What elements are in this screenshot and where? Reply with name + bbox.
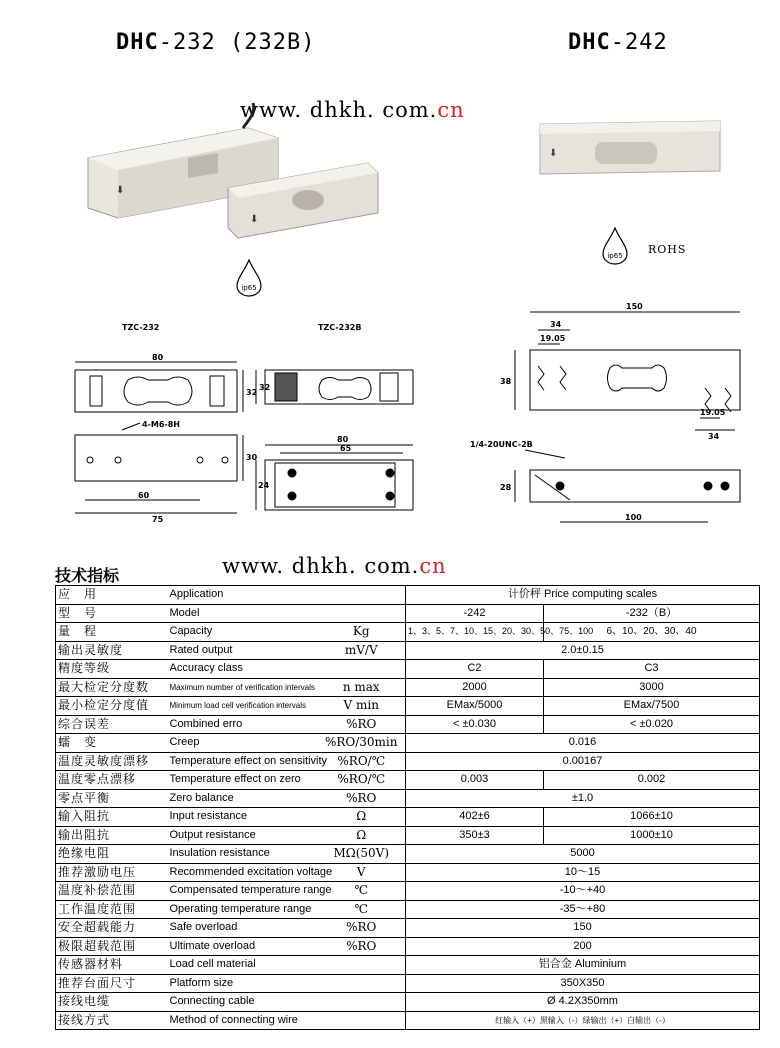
spec-cell: Input resistance	[168, 808, 318, 827]
spec-cell: 最大检定分度数	[56, 678, 168, 697]
dim-label: 32	[246, 388, 258, 397]
spec-row	[56, 808, 760, 827]
spec-cell: EMax/7500	[544, 697, 760, 716]
spec-cell: Insulation resistance	[168, 845, 318, 864]
spec-row	[56, 697, 760, 716]
spec-cell: 零点平衡	[56, 789, 168, 808]
dim-label: 1/4-20UNC-2B	[470, 440, 533, 449]
spec-cell: 350X350	[406, 974, 760, 993]
spec-row	[56, 882, 760, 901]
spec-cell: Ø 4.2X350mm	[406, 993, 760, 1012]
spec-cell: 1066±10	[544, 808, 760, 827]
spec-cell: %RO	[318, 937, 406, 956]
spec-cell: Method of connecting wire	[168, 1011, 318, 1030]
spec-cell: Accuracy class	[168, 660, 318, 679]
spec-cell: Combined erro	[168, 715, 318, 734]
spec-cell: 350±3	[406, 826, 544, 845]
spec-table	[55, 585, 760, 1030]
spec-row	[56, 1011, 760, 1030]
spec-cell: 传感器材料	[56, 956, 168, 975]
spec-cell: n max	[318, 678, 406, 697]
spec-cell: %RO	[318, 715, 406, 734]
spec-cell: 0.003	[406, 771, 544, 790]
spec-cell: 安全超载能力	[56, 919, 168, 938]
spec-cell: 0.002	[544, 771, 760, 790]
dim-label: 80	[337, 435, 349, 444]
spec-cell: Temperature effect on zero	[168, 771, 318, 790]
dim-label: 19.05	[540, 334, 566, 343]
spec-cell: Compensated temperature range	[168, 882, 318, 901]
spec-row	[56, 863, 760, 882]
spec-cell: Operating temperature range	[168, 900, 318, 919]
spec-cell: %RO/℃	[318, 752, 406, 771]
spec-cell: 402±6	[406, 808, 544, 827]
spec-row	[56, 956, 760, 975]
spec-cell: 型 号	[56, 604, 168, 623]
spec-cell: 综合误差	[56, 715, 168, 734]
spec-cell: 计价秤 Price computing scales	[406, 586, 760, 605]
dim-label: 100	[625, 513, 642, 522]
dim-label: 150	[626, 302, 643, 311]
model-title-232	[116, 30, 315, 55]
spec-cell: Temperature effect on sensitivity	[168, 752, 318, 771]
spec-row	[56, 586, 760, 605]
spec-cell: < ±0.030	[406, 715, 544, 734]
spec-cell: 温度补偿范围	[56, 882, 168, 901]
spec-cell: Capacity	[168, 623, 318, 642]
spec-cell: Minimum load cell verification intervals	[168, 697, 318, 716]
dim-label: 28	[500, 483, 512, 492]
spec-cell: Connecting cable	[168, 993, 318, 1012]
spec-cell: Safe overload	[168, 919, 318, 938]
spec-cell: ±1.0	[406, 789, 760, 808]
spec-cell: -35～+80	[406, 900, 760, 919]
spec-cell: Maximum number of verification intervals	[168, 678, 318, 697]
spec-cell: 输出灵敏度	[56, 641, 168, 660]
spec-cell: Recommended excitation voltage	[168, 863, 318, 882]
spec-cell: 6、10、20、30、40	[544, 623, 760, 642]
spec-cell: EMax/5000	[406, 697, 544, 716]
dim-label: 65	[340, 444, 352, 453]
dim-label: 32	[259, 383, 271, 392]
spec-cell: 推荐台面尺寸	[56, 974, 168, 993]
spec-row	[56, 789, 760, 808]
spec-cell: Platform size	[168, 974, 318, 993]
url-text: www. dhkh. com.	[240, 98, 438, 122]
spec-cell: 铝合金 Aluminium	[406, 956, 760, 975]
spec-cell: 10～15	[406, 863, 760, 882]
spec-cell: Model	[168, 604, 318, 623]
spec-cell: %RO/℃	[318, 771, 406, 790]
spec-row	[56, 678, 760, 697]
spec-cell: Zero balance	[168, 789, 318, 808]
spec-cell: %RO	[318, 919, 406, 938]
spec-cell: 推荐激励电压	[56, 863, 168, 882]
spec-cell: 接线方式	[56, 1011, 168, 1030]
spec-cell: 150	[406, 919, 760, 938]
spec-row	[56, 845, 760, 864]
spec-cell: < ±0.020	[544, 715, 760, 734]
spec-cell: 0.00167	[406, 752, 760, 771]
spec-row	[56, 660, 760, 679]
spec-cell: 精度等级	[56, 660, 168, 679]
spec-cell: 红输入（+）黑输入（-）绿输出（+）白输出（-）	[406, 1011, 760, 1030]
spec-cell	[318, 1011, 406, 1030]
spec-cell: 蠕 变	[56, 734, 168, 753]
spec-cell	[318, 586, 406, 605]
dim-label: 24	[258, 481, 270, 490]
spec-cell: -242	[406, 604, 544, 623]
spec-cell: V min	[318, 697, 406, 716]
dim-label: 38	[500, 377, 512, 386]
dim-label: 80	[152, 353, 164, 362]
dim-label: 75	[152, 515, 164, 524]
spec-row	[56, 641, 760, 660]
spec-row	[56, 604, 760, 623]
spec-cell: Load cell material	[168, 956, 318, 975]
ip-badge-text: ip65	[607, 252, 623, 260]
dim-label: 34	[550, 320, 562, 329]
spec-cell: 1000±10	[544, 826, 760, 845]
spec-cell	[318, 974, 406, 993]
load-cell-photo-232	[78, 118, 398, 248]
spec-cell: 0.016	[406, 734, 760, 753]
url-tld: cn	[437, 98, 465, 122]
spec-cell: C2	[406, 660, 544, 679]
spec-cell: ℃	[318, 900, 406, 919]
spec-cell	[318, 660, 406, 679]
svg-text:⬇: ⬇	[549, 148, 558, 159]
spec-cell: %RO/30min	[318, 734, 406, 753]
website-url-middle[interactable]	[222, 554, 447, 578]
spec-cell: ℃	[318, 882, 406, 901]
spec-cell: 极限超载范围	[56, 937, 168, 956]
drawing-label-tzc232b: TZC-232B	[318, 323, 362, 332]
spec-row	[56, 974, 760, 993]
spec-cell: 温度零点漂移	[56, 771, 168, 790]
spec-cell: %RO	[318, 789, 406, 808]
spec-cell: Kg	[318, 623, 406, 642]
spec-cell: 量 程	[56, 623, 168, 642]
spec-cell	[318, 956, 406, 975]
spec-cell: 绝缘电阻	[56, 845, 168, 864]
spec-cell: mV/V	[318, 641, 406, 660]
url-tld: cn	[419, 554, 447, 578]
url-text: www. dhkh. com.	[222, 554, 420, 578]
svg-text:⬇: ⬇	[116, 185, 125, 196]
spec-cell: MΩ(50V)	[318, 845, 406, 864]
spec-cell: 工作温度范围	[56, 900, 168, 919]
spec-cell: Rated output	[168, 641, 318, 660]
spec-section-title: 技术指标	[55, 566, 120, 585]
spec-row	[56, 734, 760, 753]
spec-cell: 5000	[406, 845, 760, 864]
spec-cell: 接线电缆	[56, 993, 168, 1012]
spec-cell: 1、3、5、7、10、15、20、30、50、75、100	[406, 623, 544, 642]
spec-cell: V	[318, 863, 406, 882]
spec-cell: Ω	[318, 808, 406, 827]
spec-cell: 输出阻抗	[56, 826, 168, 845]
spec-cell: Creep	[168, 734, 318, 753]
load-cell-photo-242	[535, 116, 725, 186]
model-prefix: DHC	[116, 30, 159, 55]
model-suffix: -232 (232B)	[158, 30, 316, 55]
spec-cell	[318, 993, 406, 1012]
dim-label: 19.05	[700, 408, 726, 417]
spec-row	[56, 715, 760, 734]
spec-cell: Ω	[318, 826, 406, 845]
spec-row	[56, 937, 760, 956]
ip65-badge-icon	[234, 258, 264, 298]
spec-cell: Output resistance	[168, 826, 318, 845]
spec-cell: 2000	[406, 678, 544, 697]
spec-cell: -10～+40	[406, 882, 760, 901]
model-suffix: -242	[610, 30, 668, 55]
dim-label: 34	[708, 432, 720, 441]
spec-cell: Application	[168, 586, 318, 605]
spec-cell: 2.0±0.15	[406, 641, 760, 660]
spec-row	[56, 752, 760, 771]
dim-label: 30	[246, 453, 258, 462]
spec-cell	[318, 604, 406, 623]
spec-row	[56, 826, 760, 845]
spec-cell: -232（B）	[544, 604, 760, 623]
spec-row	[56, 623, 760, 642]
ip-badge-text: ip65	[241, 284, 257, 292]
ip65-badge-icon-2	[600, 226, 630, 266]
spec-cell: Ultimate overload	[168, 937, 318, 956]
dim-label: 60	[138, 491, 150, 500]
spec-table-body	[56, 586, 760, 1030]
spec-cell: 应 用	[56, 586, 168, 605]
spec-cell: 温度灵敏度漂移	[56, 752, 168, 771]
spec-row	[56, 771, 760, 790]
spec-row	[56, 993, 760, 1012]
spec-cell: 3000	[544, 678, 760, 697]
spec-cell: C3	[544, 660, 760, 679]
spec-cell: 200	[406, 937, 760, 956]
spec-cell: 最小检定分度值	[56, 697, 168, 716]
spec-row	[56, 900, 760, 919]
technical-drawings	[60, 300, 760, 540]
model-prefix: DHC	[568, 30, 611, 55]
model-title-242	[568, 30, 668, 55]
svg-text:⬇: ⬇	[250, 214, 259, 225]
spec-cell: 输入阻抗	[56, 808, 168, 827]
rohs-label: ROHS	[648, 243, 687, 256]
spec-row	[56, 919, 760, 938]
drawing-label-tzc232: TZC-232	[122, 323, 160, 332]
dim-label: 4-M6-8H	[142, 420, 180, 429]
